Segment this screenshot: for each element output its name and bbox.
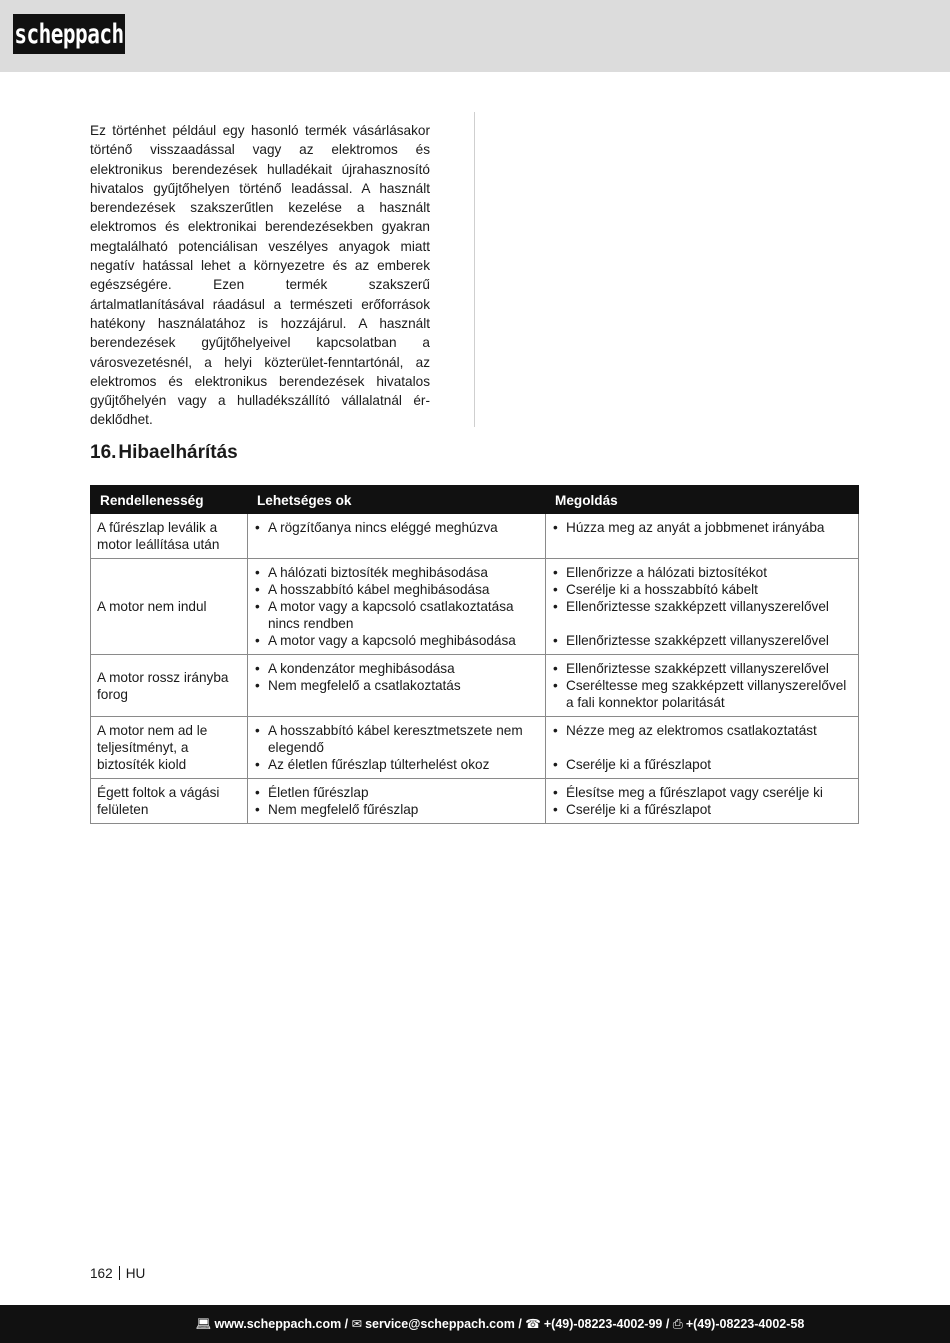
table-row — [91, 514, 859, 559]
solution-item: • Cseréltesse meg szakképzett villanyszerelővel a fali konnektor polaritását — [552, 677, 852, 711]
cause-cell — [248, 559, 546, 655]
problem-cell: A motor rossz irányba forog — [91, 655, 248, 717]
solution-cell — [546, 655, 859, 717]
solution-cell — [546, 514, 859, 559]
cause-cell — [248, 717, 546, 779]
envelope-icon: ✉︎ — [351, 1317, 363, 1331]
table-body — [91, 514, 859, 824]
solution-cell — [546, 559, 859, 655]
cause-list — [254, 660, 539, 694]
table-row — [91, 655, 859, 717]
cause-item: • A hosszabbító kábel keresztmetszete nem elegendő — [254, 722, 539, 756]
solution-item: • Nézze meg az elektromos csatlakoztatást — [552, 722, 852, 739]
solution-item: • Cserélje ki a fűrészlapot — [552, 801, 852, 818]
page-number — [90, 1265, 145, 1282]
section-number: 16. — [90, 442, 117, 463]
solution-cell — [546, 779, 859, 824]
header-solution: Megoldás — [546, 486, 859, 514]
fax-icon: ⎙ — [672, 1317, 683, 1331]
cause-item: • Nem megfelelő a csatlakoztatás — [254, 677, 539, 694]
computer-icon: 💻︎ — [195, 1317, 212, 1331]
cause-list — [254, 519, 539, 536]
solution-item: • Cserélje ki a fűrészlapot — [552, 756, 852, 773]
table-row — [91, 559, 859, 655]
header-bar — [0, 0, 950, 72]
footer-bar — [0, 1305, 950, 1343]
troubleshooting-table — [90, 485, 859, 824]
solution-item — [552, 615, 852, 632]
footer-phone: +(49)-08223-4002-99 — [543, 1317, 663, 1331]
table-row — [91, 717, 859, 779]
problem-cell: Égett foltok a vágási felületen — [91, 779, 248, 824]
solution-list — [552, 564, 852, 649]
table-header-row — [91, 486, 859, 514]
footer-email[interactable]: service@scheppach.com — [365, 1317, 515, 1331]
cause-cell — [248, 655, 546, 717]
page-number-value: 162 — [90, 1266, 113, 1281]
solution-list — [552, 519, 852, 536]
cause-list — [254, 784, 539, 818]
cause-item: • A hosszabbító kábel meghibásodása — [254, 581, 539, 598]
brand-logo: scheppach — [13, 14, 125, 54]
solution-item: • Ellenőrizze a hálózati biztosítékot — [552, 564, 852, 581]
cause-item: • A hálózati biztosíték meghibásodása — [254, 564, 539, 581]
page-number-separator — [119, 1266, 120, 1280]
problem-cell: A motor nem indul — [91, 559, 248, 655]
cause-cell — [248, 514, 546, 559]
intro-paragraph: Ez történhet például egy hasonló termék vásárlásakor történő visszaadással vagy az elektromos és elektronikus berendezések hulladékait újrahasznosító hivatalos gyűjtőhelyen történő leadással. A használt berendezések szakszerűtlen kezelése a használt elektromos és elektronikai berendezésekben gyakran megtalálható potenciálisan veszélyes anyagok miatt negatív hatással lehet a környezetre és az emberek egészségére. Ezen termék szakszerű ártalmatlanításával ráadásul a természeti erőforrások hatékony használatához is hozzájárul. A használt berendezések gyűjtőhelyeivel kapcsolatban a városvezetésnél, a helyi közterület-fenntartónál, az elektromos és elektronikus berendezések hivatalos gyűjtőhelyén vagy a hulladékszállító vállalatnál érdeklődhet. — [90, 123, 430, 428]
section-title — [90, 440, 238, 466]
solution-cell — [546, 717, 859, 779]
footer-separator: / — [514, 1317, 526, 1331]
cause-cell — [248, 779, 546, 824]
cause-item: • Életlen fűrészlap — [254, 784, 539, 801]
footer-web[interactable]: www.scheppach.com — [214, 1317, 342, 1331]
cause-item: • A rögzítőanya nincs eléggé meghúzva — [254, 519, 539, 536]
solution-list — [552, 722, 852, 773]
footer-separator: / — [341, 1317, 352, 1331]
solution-list — [552, 784, 852, 818]
cause-item: • Nem megfelelő fűrészlap — [254, 801, 539, 818]
solution-item: • Élesítse meg a fűrészlapot vagy cserélje ki — [552, 784, 852, 801]
solution-item — [552, 739, 852, 756]
problem-cell: A motor nem ad le teljesítményt, a biztosíték kiold — [91, 717, 248, 779]
cause-item: • A motor vagy a kapcsoló csatlakoztatása nincs rendben — [254, 598, 539, 632]
solution-item: • Húzza meg az anyát a jobbmenet irányába — [552, 519, 852, 536]
column-divider — [474, 112, 475, 427]
cause-item: • Az életlen fűrészlap túlterhelést okoz — [254, 756, 539, 773]
solution-item: • Ellenőriztesse szakképzett villanyszerelővel — [552, 632, 852, 649]
table-row — [91, 779, 859, 824]
problem-cell: A fűrészlap leválik a motor leállítása után — [91, 514, 248, 559]
solution-item: • Ellenőriztesse szakképzett villanyszerelővel — [552, 598, 852, 615]
cause-list — [254, 564, 539, 649]
telephone-icon: ☎︎ — [525, 1317, 541, 1331]
header-cause: Lehetséges ok — [248, 486, 546, 514]
page-language: HU — [125, 1266, 146, 1281]
solution-list — [552, 660, 852, 711]
footer-fax: +(49)-08223-4002-58 — [685, 1317, 805, 1331]
section-title-text: Hibaelhárítás — [118, 442, 238, 463]
solution-item: • Ellenőriztesse szakképzett villanyszerelővel — [552, 660, 852, 677]
cause-item: • A motor vagy a kapcsoló meghibásodása — [254, 632, 539, 649]
cause-item: • A kondenzátor meghibásodása — [254, 660, 539, 677]
solution-item: • Cserélje ki a hosszabbító kábelt — [552, 581, 852, 598]
header-problem: Rendellenesség — [91, 486, 248, 514]
cause-list — [254, 722, 539, 773]
footer-separator: / — [662, 1317, 673, 1331]
